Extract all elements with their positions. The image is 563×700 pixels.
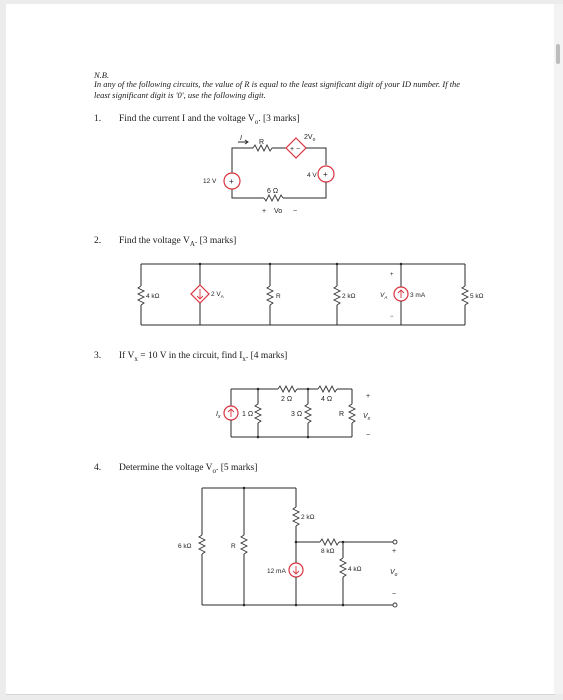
- source-12v-label: 12 V: [203, 178, 217, 185]
- terminal-bottom: [393, 603, 397, 607]
- resistor-6ohm-label: 6 Ω: [267, 188, 279, 195]
- dependent-source-label: $2V_o$: [304, 134, 316, 143]
- vo-minus: −: [293, 208, 298, 215]
- vo-label: Vo: [274, 208, 283, 215]
- resistor-4ohm-label: 4 Ω: [321, 396, 333, 403]
- question-2: 2. Find the voltage $V_A$. [3 marks]: [94, 236, 237, 248]
- terminal-top: [393, 540, 397, 544]
- vo-plus: +: [262, 208, 267, 215]
- va-minus: −: [390, 314, 394, 320]
- vo-label: $V_o$: [390, 569, 398, 578]
- question-4: 4. Determine the voltage $V_o$. [5 marks]: [94, 463, 258, 475]
- resistor-2ohm-label: 2 Ω: [281, 396, 293, 403]
- resistor-2k-label: 2 kΩ: [342, 293, 356, 300]
- note-text: In any of the following circuits, the value of R is equal to the least significant digit of your ID number. If the least significant digit is '0', use the following digit.: [94, 79, 461, 100]
- circuit-4: [178, 487, 398, 607]
- source-12ma-label: 12 mA: [267, 568, 286, 575]
- question-3: 3. If $V_x = 10$ V in the circuit, find $I_x$. [4 marks]: [94, 351, 288, 363]
- resistor-r-label: R: [276, 293, 281, 300]
- current-label: I: [240, 135, 242, 142]
- va-label: $V_A$: [380, 292, 388, 300]
- circuit-3: [216, 386, 371, 439]
- vx-minus: −: [366, 432, 371, 439]
- resistor-5k-label: 5 kΩ: [470, 293, 484, 300]
- resistor-4k-label: 4 kΩ: [348, 566, 362, 573]
- svg-text:+: +: [323, 170, 328, 179]
- dependent-source-label: 2 $V_A$: [211, 291, 224, 299]
- resistor-4k-label: 4 kΩ: [146, 293, 160, 300]
- source-3ma-label: 3 mA: [410, 292, 426, 299]
- vo-plus: +: [392, 548, 397, 555]
- va-plus: +: [390, 272, 394, 278]
- svg-text:+: +: [229, 177, 234, 186]
- note-heading: N.B.: [94, 70, 110, 80]
- vx-label: $V_x$: [363, 413, 371, 422]
- vx-plus: +: [366, 393, 371, 400]
- resistor-1ohm-label: 1 Ω: [242, 411, 254, 418]
- resistor-6k-label: 6 kΩ: [178, 543, 192, 550]
- resistor-2k-label: 2 kΩ: [301, 514, 315, 521]
- ix-label: $I_x$: [216, 411, 221, 420]
- circuit-2: [138, 263, 484, 325]
- resistor-8k-label: 8 kΩ: [321, 548, 335, 555]
- resistor-r-label: R: [339, 411, 345, 418]
- vo-minus: −: [392, 591, 397, 598]
- resistor-3ohm-label: 3 Ω: [291, 411, 303, 418]
- circuit-1: [203, 134, 334, 215]
- resistor-r-label: R: [231, 543, 236, 550]
- svg-text:+ −: + −: [290, 146, 301, 153]
- resistor-r-label: R: [259, 139, 265, 146]
- source-4v-label: 4 V: [307, 172, 317, 179]
- question-1: 1. Find the current I and the voltage $V_o$. [3 marks]: [94, 114, 300, 126]
